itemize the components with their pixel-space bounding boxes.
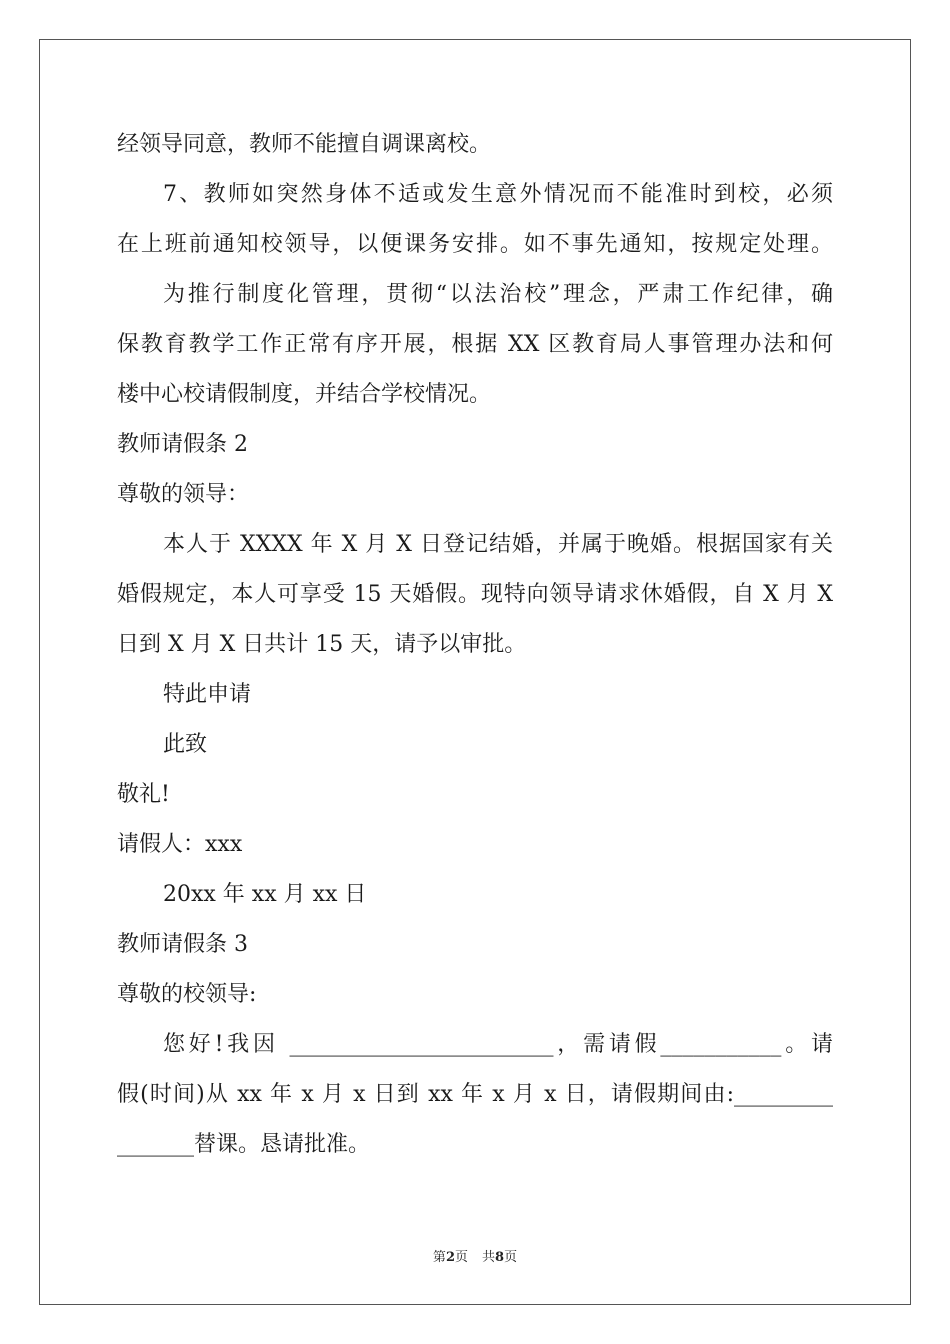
paragraph-line: 本人于 XXXX 年 X 月 X 日登记结婚，并属于晚婚。根据国家有关 [163, 532, 833, 557]
paragraph-line: 日到 X 月 X 日共计 15 天，请予以审批。 [117, 632, 527, 657]
closing-line: 此致 [163, 732, 208, 757]
date-line: 20xx 年 xx 月 xx 日 [163, 882, 367, 907]
footer-total-number: 8 [495, 1250, 505, 1265]
paragraph-line: 楼中心校请假制度，并结合学校情况。 [117, 382, 492, 407]
document-body [117, 120, 833, 1170]
signature-line: 请假人：xxx [117, 832, 243, 857]
footer-total-suffix: 页 [504, 1250, 518, 1265]
closing-line: 敬礼! [117, 782, 170, 807]
paragraph-line: 为推行制度化管理，贯彻“以法治校”理念，严肃工作纪律，确 [163, 282, 833, 307]
paragraph-line: 在上班前通知校领导，以便课务安排。如不事先通知，按规定处理。 [117, 232, 833, 257]
footer-page-suffix: 页 [454, 1250, 468, 1265]
page-footer [0, 1246, 950, 1265]
paragraph-line: 7、教师如突然身体不适或发生意外情况而不能准时到校，必须 [163, 182, 833, 207]
paragraph-line: 经领导同意，教师不能擅自调课离校。 [117, 132, 492, 157]
salutation: 尊敬的领导： [117, 482, 250, 507]
paragraph-line: 婚假规定，本人可享受 15 天婚假。现特向领导请求休婚假，自 X 月 X [117, 582, 833, 607]
paragraph-line: 保教育教学工作正常有序开展，根据 XX 区教育局人事管理办法和何 [117, 332, 833, 357]
section-heading: 教师请假条 2 [117, 432, 248, 457]
section-heading: 教师请假条 3 [117, 932, 248, 957]
closing-line: 特此申请 [163, 682, 252, 707]
paragraph-line: 您好!我因 ________________________，需请假___________。请 [163, 1032, 833, 1057]
salutation: 尊敬的校领导: [117, 982, 257, 1007]
footer-page-prefix: 第 [432, 1250, 446, 1265]
footer-total-prefix: 共 [482, 1250, 496, 1265]
paragraph-line: _______替课。恳请批准。 [117, 1132, 371, 1157]
paragraph-line: 假(时间)从 xx 年 x 月 x 日到 xx 年 x 月 x 日，请假期间由:_________ [117, 1082, 833, 1107]
footer-page-number: 2 [445, 1250, 455, 1265]
